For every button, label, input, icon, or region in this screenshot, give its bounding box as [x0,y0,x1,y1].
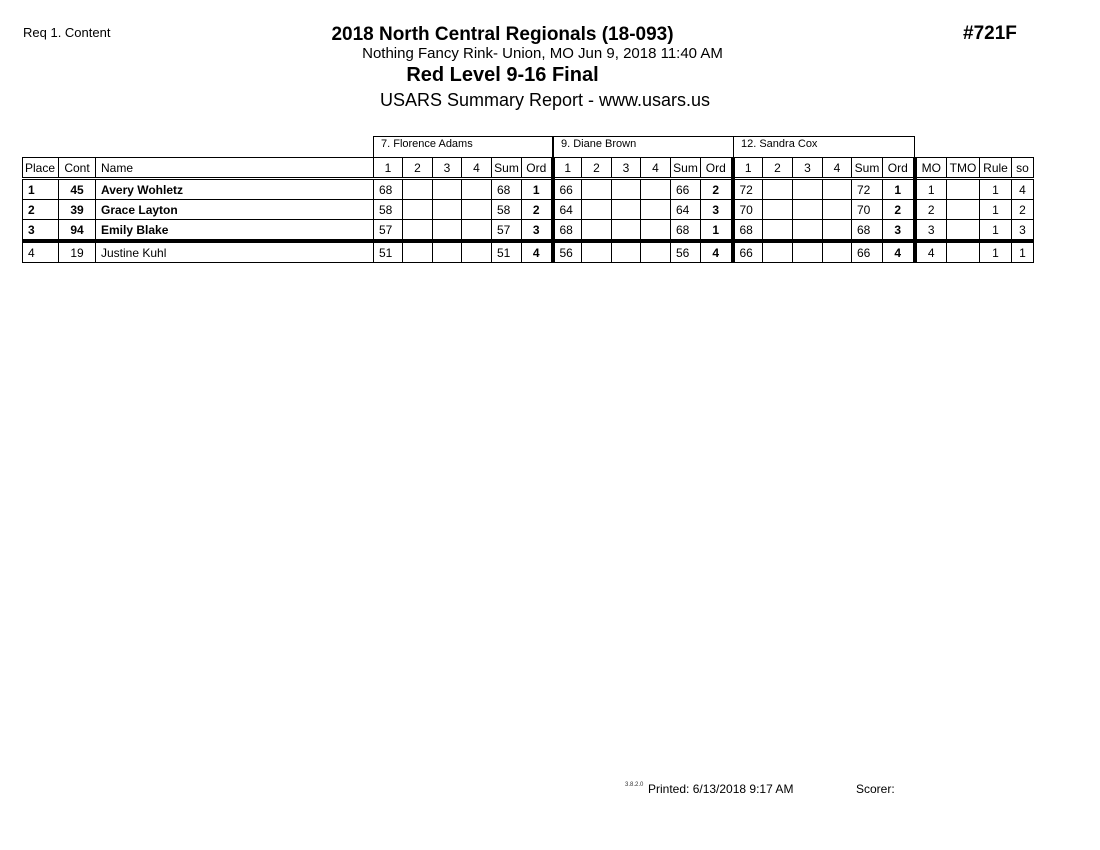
printed-timestamp: Printed: 6/13/2018 9:17 AM [648,782,794,796]
place-cell: 4 [23,241,59,263]
j3-col-ord: Ord [883,158,915,179]
j2-col-3: 3 [612,158,641,179]
rule-cell: 1 [980,241,1012,263]
judge-header-3: 12. Sandra Cox [733,136,915,157]
judge3-score1-cell: 70 [733,200,763,220]
judge1-score1-cell: 58 [374,200,403,220]
j1-col-ord: Ord [522,158,553,179]
table-row [23,179,1034,200]
judge1-score3-cell [433,200,462,220]
judge1-score3-cell [433,241,462,263]
col-place: Place [23,158,59,179]
judge3-score3-cell [793,220,823,242]
judge3-score4-cell [823,200,852,220]
judge1-score4-cell [462,241,492,263]
cont-cell: 45 [59,179,96,200]
place-cell: 1 [23,179,59,200]
table-row [23,200,1034,220]
judge3-score3-cell [793,200,823,220]
judge1-score2-cell [403,241,433,263]
j1-col-4: 4 [462,158,492,179]
judge2-sum-cell: 66 [671,179,701,200]
judge3-score2-cell [763,241,793,263]
tmo-cell [947,220,980,242]
so-cell: 1 [1012,241,1034,263]
j1-col-sum: Sum [492,158,522,179]
event-name: Red Level 9-16 Final [406,64,599,86]
judge3-score1-cell: 66 [733,241,763,263]
judge2-score1-cell: 66 [553,179,582,200]
judge2-sum-cell: 68 [671,220,701,242]
judge3-score4-cell [823,220,852,242]
judge3-ordinal-cell: 2 [883,200,915,220]
judge3-score1-cell: 72 [733,179,763,200]
so-cell: 4 [1012,179,1034,200]
j2-col-1: 1 [553,158,582,179]
judge2-score4-cell [641,220,671,242]
judge1-score4-cell [462,220,492,242]
judge1-sum-cell: 68 [492,179,522,200]
event-code: #721F [963,23,1017,44]
rule-cell: 1 [980,179,1012,200]
j3-col-2: 2 [763,158,793,179]
judge1-score3-cell [433,179,462,200]
judge2-sum-cell: 64 [671,200,701,220]
judge1-score2-cell [403,179,433,200]
j2-col-sum: Sum [671,158,701,179]
tmo-cell [947,241,980,263]
place-cell: 3 [23,220,59,242]
header-row [23,158,1034,179]
judge3-score1-cell: 68 [733,220,763,242]
place-cell: 2 [23,200,59,220]
judge2-score4-cell [641,200,671,220]
judge1-score1-cell: 68 [374,179,403,200]
version-code: 3.8.2.0 [625,782,644,788]
judge1-score1-cell: 57 [374,220,403,242]
cont-cell: 39 [59,200,96,220]
requirement-label: Req 1. Content [23,25,111,40]
j2-col-ord: Ord [701,158,733,179]
judge2-ordinal-cell: 3 [701,200,733,220]
judge3-sum-cell: 66 [852,241,883,263]
judge1-score2-cell [403,220,433,242]
judge3-ordinal-cell: 1 [883,179,915,200]
j3-col-sum: Sum [852,158,883,179]
table-row [23,220,1034,242]
name-cell: Avery Wohletz [96,179,374,200]
judge3-score2-cell [763,200,793,220]
results-table [22,157,1034,263]
judge2-score4-cell [641,241,671,263]
judge1-ordinal-cell: 4 [522,241,553,263]
name-cell: Grace Layton [96,200,374,220]
judge2-score1-cell: 64 [553,200,582,220]
judge1-ordinal-cell: 3 [522,220,553,242]
judge2-score4-cell [641,179,671,200]
judge1-score3-cell [433,220,462,242]
judge1-score4-cell [462,200,492,220]
judge1-sum-cell: 58 [492,200,522,220]
judge3-sum-cell: 70 [852,200,883,220]
judge2-score2-cell [582,220,612,242]
table-row [23,241,1034,263]
col-name: Name [96,158,374,179]
j3-col-4: 4 [823,158,852,179]
col-rule: Rule [980,158,1012,179]
judge1-score1-cell: 51 [374,241,403,263]
name-cell: Emily Blake [96,220,374,242]
j3-col-1: 1 [733,158,763,179]
so-cell: 3 [1012,220,1034,242]
j2-col-2: 2 [582,158,612,179]
event-title: 2018 North Central Regionals (18-093) [331,24,674,45]
j3-col-3: 3 [793,158,823,179]
report-name: USARS Summary Report - www.usars.us [379,90,711,110]
judge3-ordinal-cell: 3 [883,220,915,242]
j1-col-2: 2 [403,158,433,179]
judge3-sum-cell: 72 [852,179,883,200]
mo-cell: 3 [915,220,947,242]
judge1-sum-cell: 51 [492,241,522,263]
j2-col-4: 4 [641,158,671,179]
col-so: so [1012,158,1034,179]
col-cont: Cont [59,158,96,179]
j1-col-3: 3 [433,158,462,179]
rule-cell: 1 [980,220,1012,242]
judge3-sum-cell: 68 [852,220,883,242]
judge1-score2-cell [403,200,433,220]
judge2-score3-cell [612,200,641,220]
judge3-score2-cell [763,179,793,200]
judge1-sum-cell: 57 [492,220,522,242]
mo-cell: 1 [915,179,947,200]
rule-cell: 1 [980,200,1012,220]
judge2-ordinal-cell: 4 [701,241,733,263]
judge2-score3-cell [612,241,641,263]
judge-header-2: 9. Diane Brown [553,136,734,157]
judge2-score3-cell [612,179,641,200]
j1-col-1: 1 [374,158,403,179]
judge2-score2-cell [582,200,612,220]
judge3-score4-cell [823,241,852,263]
judge2-score1-cell: 56 [553,241,582,263]
mo-cell: 2 [915,200,947,220]
judge2-score3-cell [612,220,641,242]
judge3-score3-cell [793,241,823,263]
so-cell: 2 [1012,200,1034,220]
location-line: Nothing Fancy Rink- Union, MO Jun 9, 2018 11:40 AM [362,45,723,62]
mo-cell: 4 [915,241,947,263]
tmo-cell [947,200,980,220]
judge2-ordinal-cell: 2 [701,179,733,200]
judge1-ordinal-cell: 1 [522,179,553,200]
scorer-label: Scorer: [856,782,895,796]
col-tmo: TMO [947,158,980,179]
col-mo: MO [915,158,947,179]
judge-header-1: 7. Florence Adams [373,136,553,157]
tmo-cell [947,179,980,200]
cont-cell: 94 [59,220,96,242]
judge2-ordinal-cell: 1 [701,220,733,242]
judge1-ordinal-cell: 2 [522,200,553,220]
judge2-score1-cell: 68 [553,220,582,242]
judge3-score4-cell [823,179,852,200]
judge3-ordinal-cell: 4 [883,241,915,263]
judge3-score3-cell [793,179,823,200]
judge1-score4-cell [462,179,492,200]
judge2-sum-cell: 56 [671,241,701,263]
judge2-score2-cell [582,241,612,263]
judge3-score2-cell [763,220,793,242]
name-cell: Justine Kuhl [96,241,374,263]
cont-cell: 19 [59,241,96,263]
judge2-score2-cell [582,179,612,200]
